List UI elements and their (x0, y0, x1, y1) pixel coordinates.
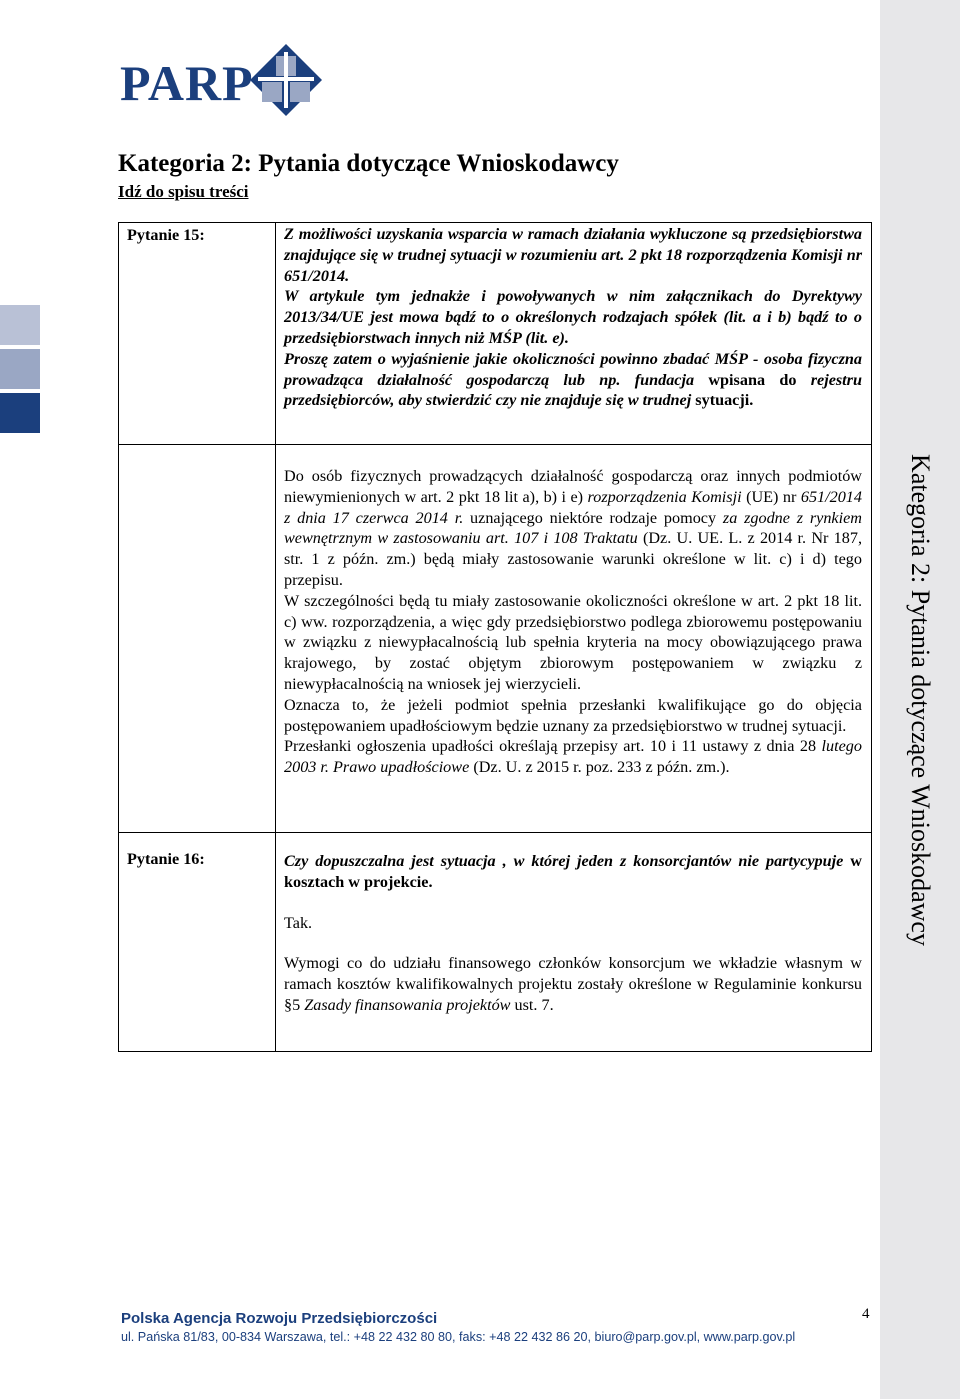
toc-link[interactable]: Idź do spisu treści (118, 182, 249, 201)
decor-square-mid (0, 349, 40, 389)
answer-16-para1: Tak. (284, 913, 313, 932)
answer-15-para3: Oznacza to, że jeżeli podmiot spełnia przesłanki kwalifikujące go do objęcia postępowaniem upadłościowym będzie uznany za przedsiębiorstwo w trudnej sytuacji. (284, 695, 862, 735)
answer-label-15 (119, 445, 276, 833)
question-16-text (284, 851, 862, 893)
decor-square-dark (0, 393, 40, 433)
a15-p1-i1: rozporządzenia Komisji (587, 487, 742, 506)
a15-p4-n2: (Dz. U. z 2015 r. poz. 233 z późn. zm.). (469, 758, 730, 777)
a15-p4-i1: lutego 2003 r. Prawo upadłościowe (284, 737, 862, 777)
a16-p2-n2: ust. 7. (510, 995, 554, 1014)
decor-square-light (0, 305, 40, 345)
logo-text: PARP (120, 55, 254, 111)
page-title: Kategoria 2: Pytania dotyczące Wnioskodawcy (118, 150, 619, 177)
answer-text-15 (276, 445, 872, 833)
q16-italic: Czy dopuszczalna jest sytuacja , w której jeden z konsorcjantów nie partycypuje (284, 852, 844, 870)
question-15-part1: Z możliwości uzyskania wsparcia w ramach działania wykluczone są przedsiębiorstwa znajdujące się w trudnej sytuacji w rozumieniu art. 2 pkt 18 rozporządzenia Komisji nr 651/2014. (284, 225, 862, 285)
a15-p1-n2: (UE) nr (741, 487, 801, 506)
table-row (119, 445, 872, 833)
spacer (284, 933, 862, 953)
answer-15-para1 (284, 466, 862, 591)
question-answer-16 (276, 833, 872, 1052)
question-15-part2: W artykule tym jednakże i powoływanych w nim załącznikach do Dyrektywy 2013/34/UE jest mowa bądź to o określonych rodzajach spółek (lit. a i b) bądź to o przedsiębiorstwach innych niż MŚP (lit. e). (284, 287, 862, 347)
spacer (284, 893, 862, 913)
q15-part3c: rejestru przedsiębiorców, aby stwierdzić czy nie znajduje się w trudnej (284, 370, 862, 410)
page-number: 4 (862, 1306, 870, 1322)
a16-p2-n1: Wymogi co do udziału finansowego członków konsorcjum we wkładzie własnym w ramach kosztów kwalifikowalnych projektu zostały określone w Regulaminie konkursu §5 (284, 954, 862, 1014)
table-row (119, 223, 872, 445)
q15-part3d: sytuacji. (691, 391, 754, 410)
question-label-16: Pytanie 16: (119, 833, 276, 1052)
question-label-15: Pytanie 15: (119, 223, 276, 445)
q15-part3b: wpisana do (694, 370, 811, 389)
q15-part3a: Proszę zatem o wyjaśnienie jakie okoliczności powinno zbadać MŚP - osoba fizyczna prowadząca działalność gospodarczą lub np. fundacja (284, 349, 862, 389)
footer-address: ul. Pańska 81/83, 00-834 Warszawa, tel.: +48 22 432 80 80, faks: +48 22 432 86 20, biuro@parp.gov.pl, www.parp.gov.pl (121, 1330, 796, 1344)
a15-p1-n4: (Dz. U. UE. L. z 2014 r. Nr 187, str. 1 z późn. zm.) będą miały zastosowanie warunki określone w lit. c) i d) tego przepisu. (284, 529, 862, 589)
question-text-15 (276, 223, 872, 445)
a15-p1-i3: za zgodne z rynkiem wewnętrznym w zastosowaniu art. 107 i 108 Traktatu (284, 508, 862, 548)
side-category-label: Kategoria 2: Pytania dotyczące Wnioskodawcy (906, 454, 935, 946)
qa-table (118, 222, 872, 1052)
logo-diamond-icon (250, 44, 322, 116)
answer-15-para2: W szczególności będą tu miały zastosowanie okoliczności określone w art. 2 pkt 18 lit. c) ww. rozporządzenia, a więc gdy przedsiębiorstwo podlega zbiorowemu postępowaniu w związku z niewypłacalnością lub spełnia kryteria na mocy obowiązującego prawa krajowego, by zostać objętym zbiorowym postępowaniem w związku z niewypłacalnością na wniosek jej wierzycieli. (284, 591, 862, 693)
footer-org: Polska Agencja Rozwoju Przedsiębiorczości (121, 1310, 438, 1327)
a16-p2-i1: Zasady finansowania projektów (304, 995, 511, 1014)
a15-p1-i2: 651/2014 z dnia 17 czerwca 2014 r. (284, 487, 862, 527)
table-row (119, 833, 872, 1052)
a15-p1-n3: uznającego niektóre rodzaje pomocy (463, 508, 723, 527)
parp-logo (120, 44, 330, 120)
question-15-part3 (284, 349, 862, 411)
answer-15-para4 (284, 736, 862, 778)
a15-p1-n1: Do osób fizycznych prowadzących działalność gospodarczą oraz innych podmiotów niewymienionych w art. 2 pkt 18 lit a), b) i e) (284, 467, 862, 506)
q16-bold: w kosztach w projekcie. (284, 852, 862, 891)
answer-16-para2 (284, 953, 862, 1015)
a15-p4-n1: Przesłanki ogłoszenia upadłości określają przepisy art. 10 i 11 ustawy z dnia 28 (284, 737, 822, 756)
left-decoration (0, 305, 40, 437)
